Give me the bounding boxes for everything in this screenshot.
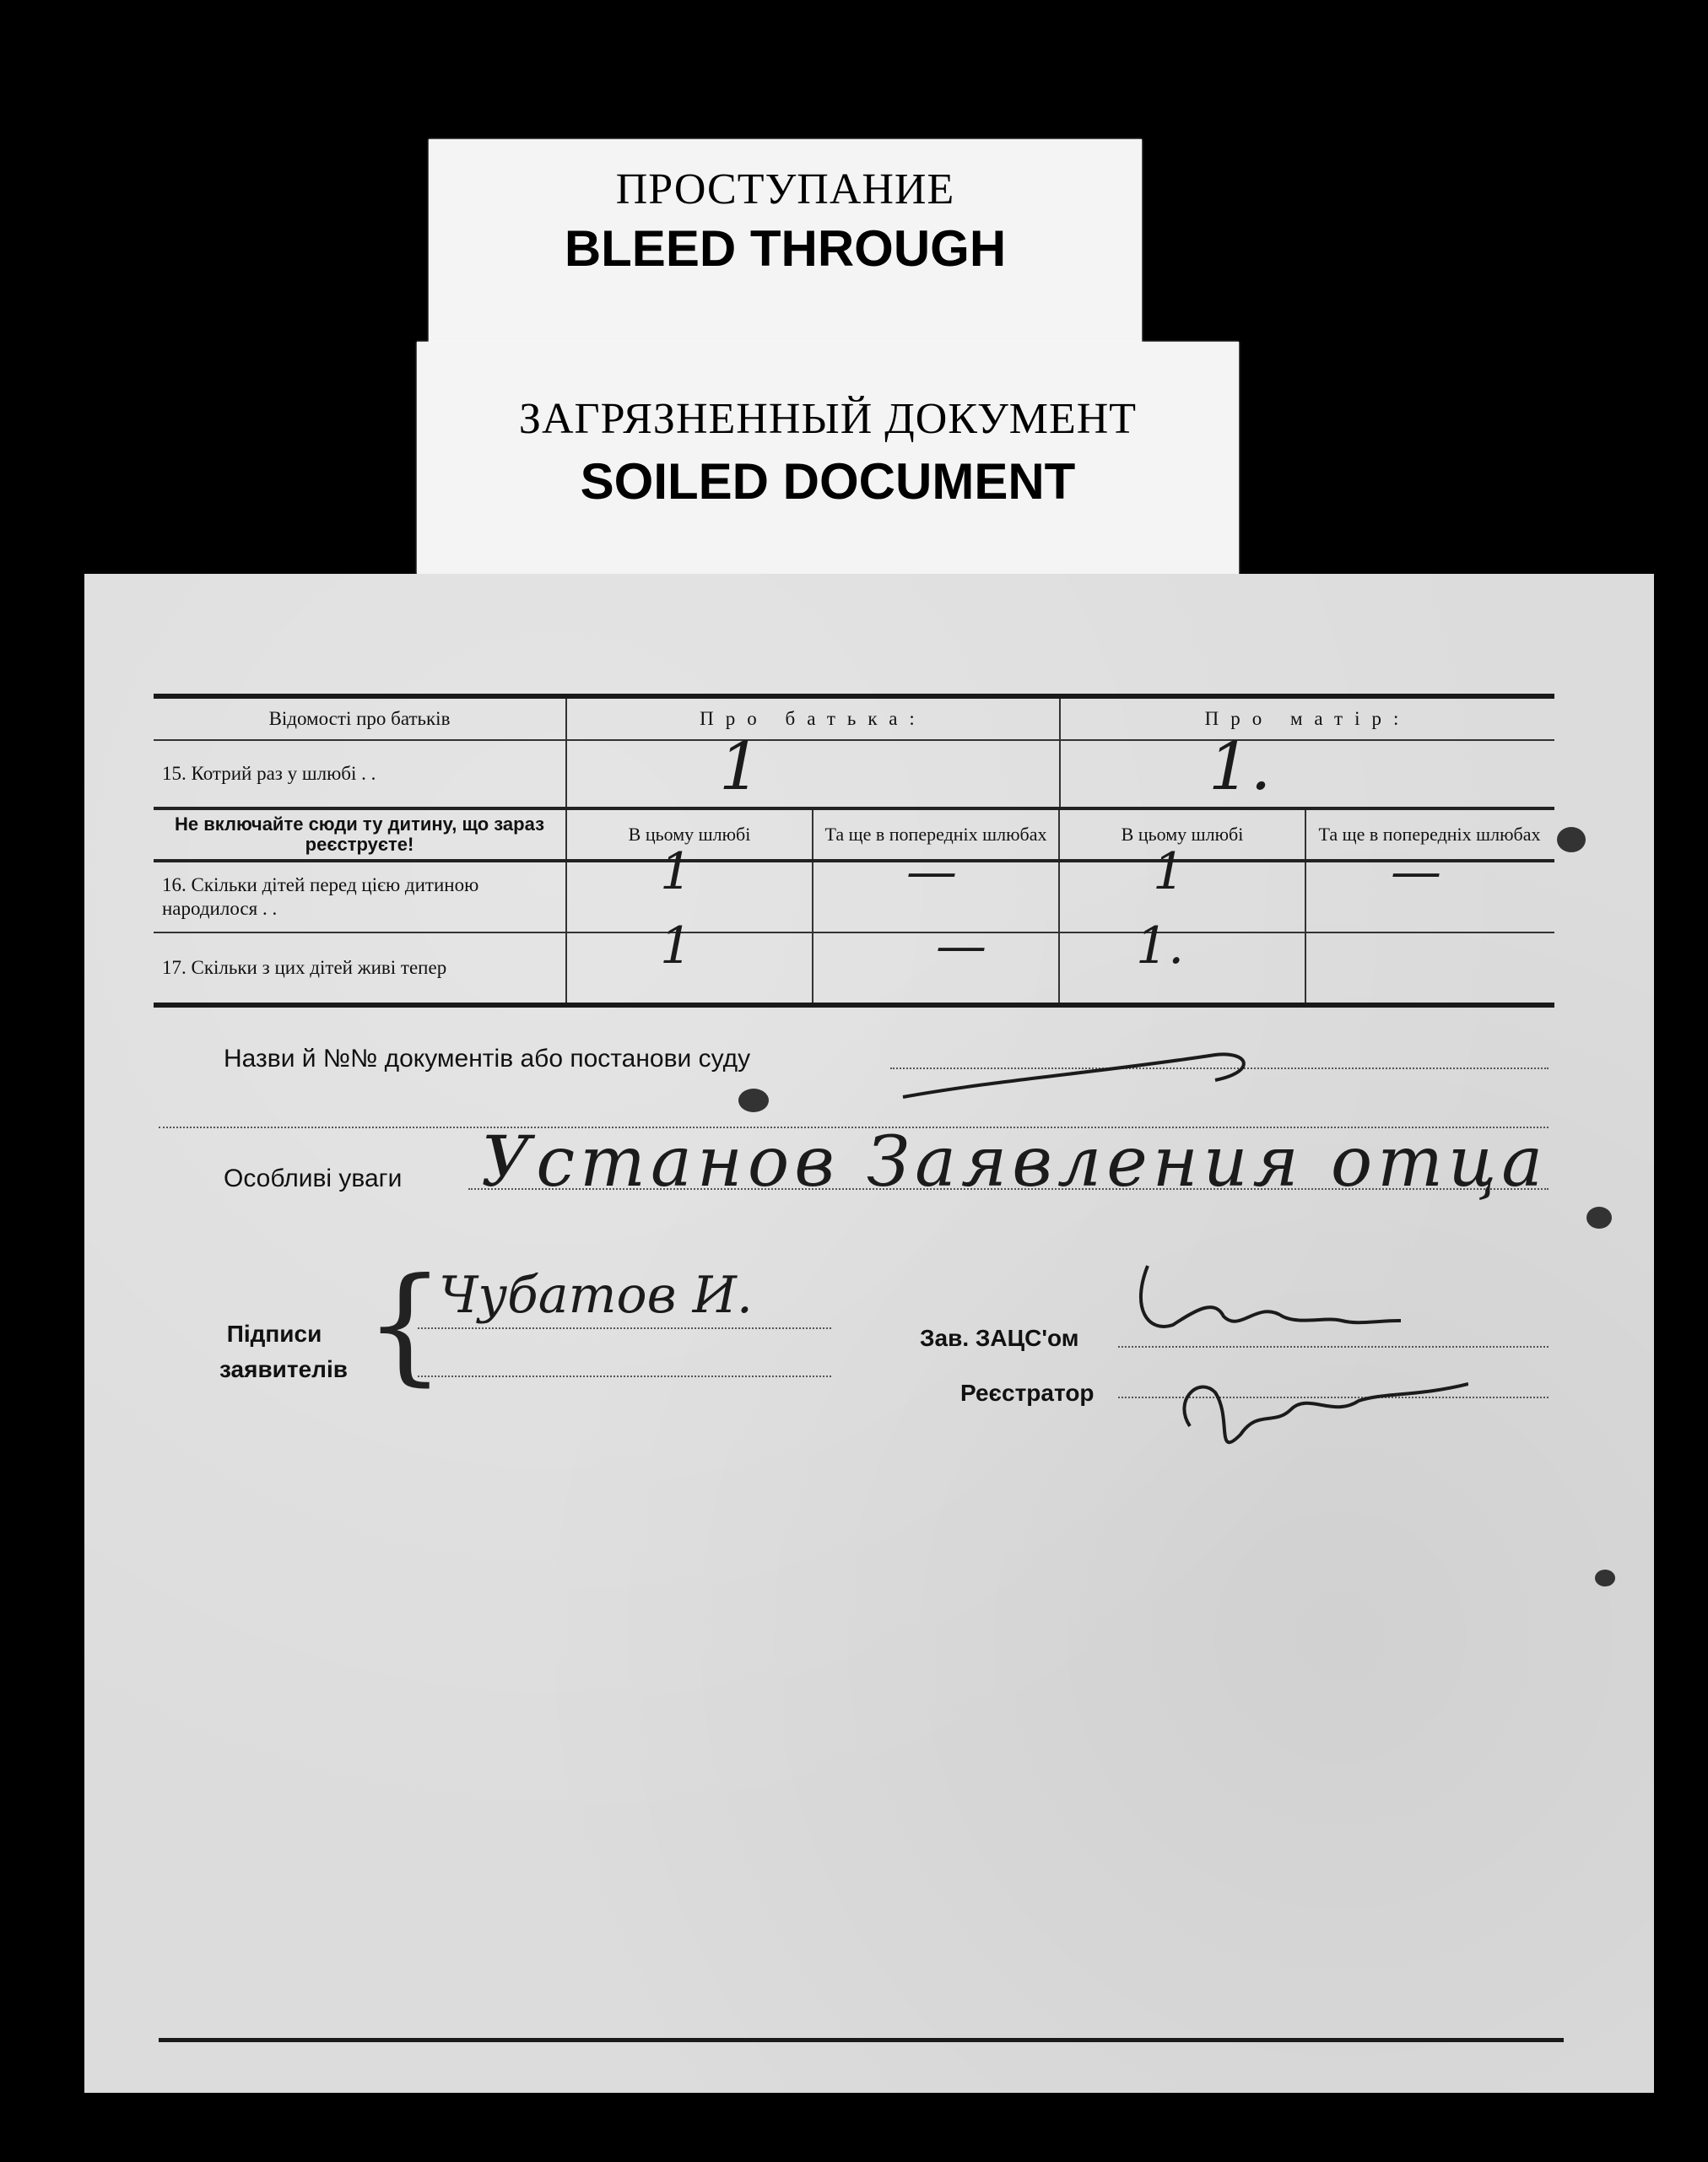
row15-label: 15. Котрий раз у шлюбі . . [154, 741, 567, 807]
docs-label: Назви й №№ документів або постанови суду [224, 1045, 751, 1073]
sub-mother-prev: Та ще в попередніх шлюбах [1318, 824, 1541, 845]
sub-note: Не включайте сюди ту дитину, що зараз реєструєте! [154, 810, 567, 859]
row16-cell-4 [1306, 842, 1553, 932]
row17-value-3: 1. [1136, 916, 1185, 976]
table-subheader-row [154, 810, 1554, 862]
bottom-rule [159, 2038, 1564, 2042]
row17-cell-2 [813, 916, 1060, 1003]
bleed-through-ru: ПРОСТУПАНИЕ [615, 165, 955, 213]
signature-line-1 [418, 1327, 831, 1329]
sub-father-prev: Та ще в попередніх шлюбах [813, 810, 1060, 859]
notes-label: Особливі уваги [224, 1165, 403, 1192]
soiled-document-ru: ЗАГРЯЗНЕННЫЙ ДОКУМЕНТ [518, 395, 1138, 443]
registrar-label: Реєстратор [960, 1380, 1095, 1406]
sub-father-this: В цьому шлюбі [567, 810, 813, 859]
soiled-document-card [417, 342, 1239, 574]
bleed-through-en: BLEED THROUGH [564, 220, 1007, 277]
row15-father-cell [567, 729, 1061, 807]
row17-value-2: — [936, 916, 986, 976]
row16-value-3: 1 [1153, 842, 1186, 901]
table-row-17 [154, 916, 1554, 1003]
row17-value-1: 1 [660, 916, 693, 976]
row16-label: 16. Скільки дітей перед цією дитиною народилося . . [154, 862, 567, 932]
signature-line-2 [418, 1376, 831, 1377]
signatures-brace: { [365, 1251, 446, 1398]
row15-father-value: 1 [719, 729, 761, 805]
signatures-label: Підписи заявителів [219, 1321, 348, 1382]
row17-cell-1 [567, 916, 813, 1003]
row16-value-1: 1 [660, 842, 693, 901]
row16-value-2: — [906, 842, 957, 901]
document-sheet [84, 574, 1654, 2093]
docs-dash-scribble [895, 1046, 1266, 1105]
row15-mother-cell [1061, 729, 1554, 807]
table-row-16 [154, 842, 1554, 933]
head-label: Зав. ЗАЦС'ом [920, 1325, 1079, 1351]
ink-stain [738, 1089, 769, 1112]
row17-label: 17. Скільки з цих дітей живі тепер [154, 933, 567, 1003]
row17-cell-4 [1306, 933, 1553, 1003]
row17-cell-3 [1060, 916, 1306, 1003]
row16-value-4: — [1391, 842, 1441, 901]
sub-mother-this: В цьому шлюбі [1060, 810, 1306, 859]
hole-mark-2 [1586, 1207, 1612, 1229]
table-row-15 [154, 729, 1554, 810]
soiled-document-en: SOILED DOCUMENT [580, 453, 1076, 510]
applicant-signature: Чубатов И. [439, 1266, 753, 1325]
table-header-row [154, 699, 1554, 741]
hole-mark-3 [1595, 1570, 1615, 1586]
registrar-signature-scribble [1165, 1359, 1468, 1468]
header-father: Про батька: [567, 699, 1061, 739]
bleed-through-card [429, 139, 1142, 346]
row15-mother-value: 1. [1208, 729, 1272, 805]
parents-info-table [154, 694, 1554, 1008]
head-signature-scribble [1122, 1240, 1401, 1350]
hole-mark-1 [1557, 827, 1586, 852]
notes-handwriting: Установ Заявления отца [481, 1122, 1549, 1203]
header-label: Відомості про батьків [154, 699, 567, 739]
header-mother: Про матір: [1204, 708, 1411, 729]
